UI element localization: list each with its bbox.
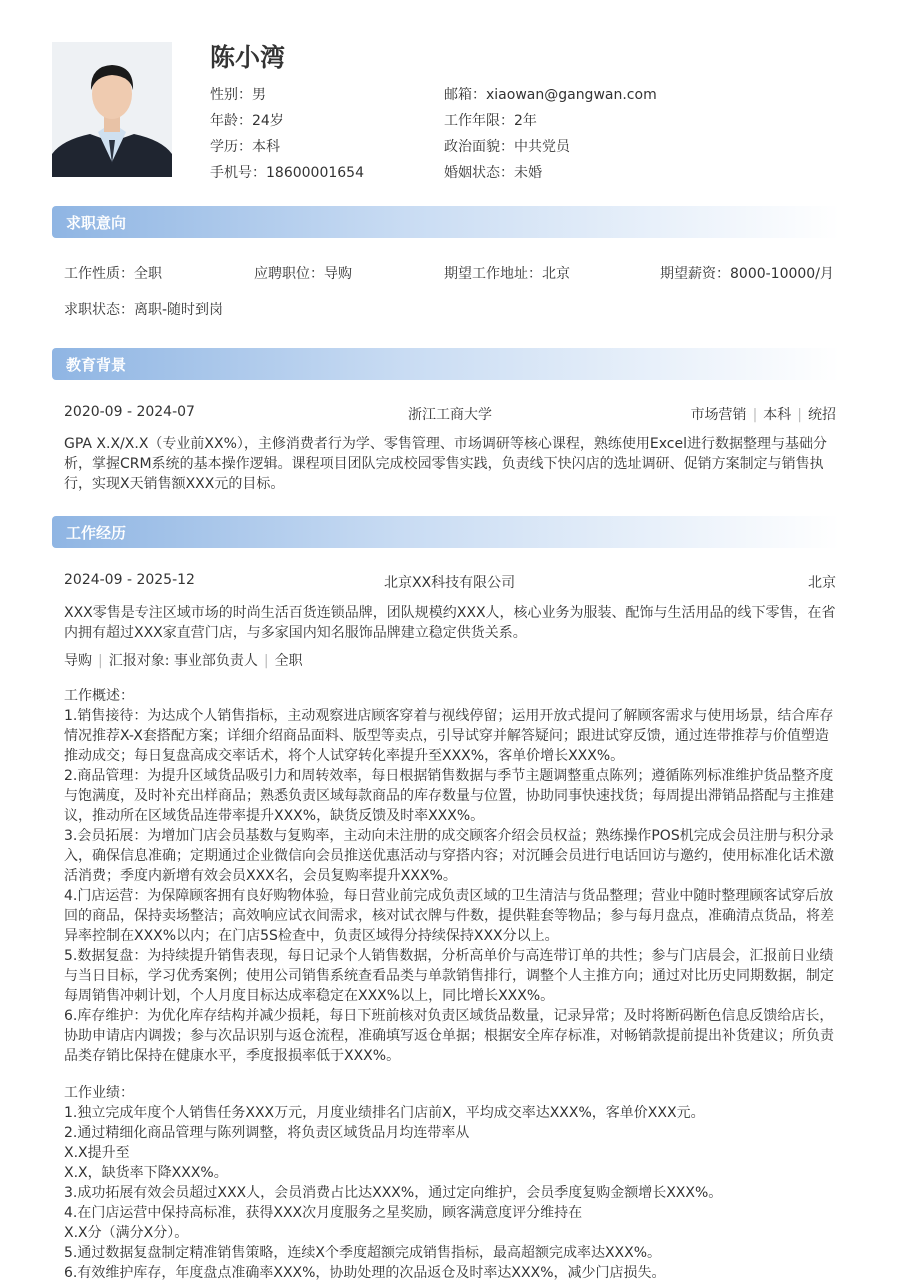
paragraph-line: 3.成功拓展有效会员超过XXX人，会员消费占比达XXX%，通过定向维护，会员季度复购金额增长XXX%。 xyxy=(64,1185,723,1201)
section-header-intent xyxy=(52,206,840,238)
role-tag: 导购 xyxy=(64,653,92,669)
paragraph-line: 5.数据复盘：为持续提升销售表现，每日记录个人销售数据，分析高单价与高连带订单的共性；参与门店晨会，汇报前日业绩 xyxy=(64,948,834,964)
info-value: 2年 xyxy=(514,113,537,129)
field-value: 8000-10000/月 xyxy=(730,266,834,282)
section-header-education xyxy=(52,348,840,380)
paragraph-line: X.X分（满分X分）。 xyxy=(64,1225,189,1241)
section-header-work xyxy=(52,516,840,548)
paragraph-line: 行，实现X天销售额XXX元的目标。 xyxy=(64,476,285,492)
paragraph-line: 5.通过数据复盘制定精准销售策略，连续X个季度超额完成销售指标，最高超额完成率达XXX%。 xyxy=(64,1245,662,1261)
paragraph-line: 1.销售接待：为达成个人销售指标，主动观察进店顾客穿着与视线停留；运用开放式提问了解顾客需求与使用场景，结合库存 xyxy=(64,708,834,724)
work-period: 2024-09 - 2025-12 xyxy=(64,572,195,588)
work-tags xyxy=(64,650,303,670)
paragraph-line: 与当日目标，学习优秀案例；使用公司销售系统查看品类与单款销售排行，调整个人主推方向；通过对比历史同期数据，制定 xyxy=(64,968,834,984)
paragraph-line: X.X提升至 xyxy=(64,1145,130,1161)
info-label: 手机号： xyxy=(210,165,266,181)
paragraph-line: 推动成交；每日复盘高成交率话术，将个人试穿转化率提升至XXX%，客单价增长XXX%。 xyxy=(64,748,625,764)
work-overview xyxy=(64,686,839,1066)
education-tags xyxy=(691,404,836,424)
education-school: 浙江工商大学 xyxy=(408,407,492,423)
enrollment-tag: 统招 xyxy=(808,407,836,423)
paragraph-line: 6.有效维护库存，年度盘点准确率XXX%，协助处理的次品返仓及时率达XXX%，减少门店损失。 xyxy=(64,1265,666,1281)
info-value: 本科 xyxy=(252,139,280,155)
info-age xyxy=(210,110,284,130)
intent-position xyxy=(254,263,352,283)
field-label: 应聘职位： xyxy=(254,266,324,282)
work-results xyxy=(64,1083,839,1283)
info-value: 24岁 xyxy=(252,113,284,129)
intent-salary xyxy=(660,263,834,283)
info-years xyxy=(444,110,537,130)
portrait-photo xyxy=(52,42,172,177)
info-label: 性别： xyxy=(210,87,252,103)
field-value: 离职-随时到岗 xyxy=(134,302,224,318)
tag-divider: | xyxy=(752,407,758,423)
section-title: 工作经历 xyxy=(66,524,127,542)
paragraph-line: 情况推荐X-X套搭配方案；详细介绍商品面料、版型等卖点，引导试穿并解答疑问；跟进试穿反馈，通过连带推荐与价值塑造 xyxy=(64,728,829,744)
info-label: 年龄： xyxy=(210,113,252,129)
info-label: 政治面貌： xyxy=(444,139,514,155)
work-type-tag: 全职 xyxy=(274,653,303,669)
info-gender xyxy=(210,84,266,104)
paragraph-line: 入，确保信息准确；定期通过企业微信向会员推送优惠活动与穿搭内容；对沉睡会员进行电话回访与邀约，使用标准化话术激 xyxy=(64,848,834,864)
avatar xyxy=(52,42,172,177)
candidate-name: 陈小湾 xyxy=(210,43,286,72)
paragraph-line: 与饱满度，及时补充出样商品；熟悉负责区域每款商品的库存数量与位置，协助同事快速找货；每周提出滞销品搭配与主推建 xyxy=(64,788,834,804)
tag-divider: | xyxy=(797,407,802,423)
paragraph-line: 2.通过精细化商品管理与陈列调整，将负责区域货品月均连带率从 xyxy=(64,1125,470,1141)
field-label: 工作性质： xyxy=(64,266,134,282)
paragraph-line: 异率控制在XXX%以内；在门店5S检查中，负责区域得分持续保持XXX分以上。 xyxy=(64,928,559,944)
info-email xyxy=(444,84,657,104)
paragraph-line: 议，推动所在区域货品连带率提升XXX%，缺货反馈及时率XXX%。 xyxy=(64,808,485,824)
info-label: 邮箱： xyxy=(444,87,486,103)
info-label: 婚姻状态： xyxy=(444,165,514,181)
info-political xyxy=(444,136,570,156)
paragraph-line: 1.独立完成年度个人销售任务XXX万元，月度业绩排名门店前X，平均成交率达XXX%，客单价XXX元。 xyxy=(64,1105,705,1121)
section-title: 教育背景 xyxy=(66,356,127,374)
paragraph-line: 协助申请店内调拨；参与次品识别与返仓流程，准确填写返仓单据；根据安全库存标准，对畅销款提前提出补货建议；所负责 xyxy=(64,1028,834,1044)
degree-tag: 本科 xyxy=(763,407,792,423)
intent-status xyxy=(64,299,223,319)
paragraph-line: X.X，缺货率下降XXX%。 xyxy=(64,1165,228,1181)
paragraph-line: 每周销售冲刺计划，个人月度目标达成率稳定在XXX%以上，同比增长XXX%。 xyxy=(64,988,555,1004)
section-title: 求职意向 xyxy=(66,214,127,232)
work-company: 北京XX科技有限公司 xyxy=(384,575,516,591)
paragraph-line: 2.商品管理：为提升区域货品吸引力和周转效率，每日根据销售数据与季节主题调整重点陈列；遵循陈列标准维护货品整齐度 xyxy=(64,768,834,784)
paragraph-line: 6.库存维护：为优化库存结构并减少损耗，每日下班前核对负责区域货品数量，记录异常；及时将断码断色信息反馈给店长， xyxy=(64,1008,834,1024)
paragraph-line: XXX零售是专注区域市场的时尚生活百货连锁品牌，团队规模约XXX人，核心业务为服装、配饰与生活用品的线下零售，在省 xyxy=(64,605,836,621)
paragraph-line: 3.会员拓展：为增加门店会员基数与复购率，主动向未注册的成交顾客介绍会员权益；熟练操作POS机完成会员注册与积分录 xyxy=(64,828,834,844)
overview-heading: 工作概述： xyxy=(64,688,134,704)
info-label: 工作年限： xyxy=(444,113,514,129)
info-phone xyxy=(210,162,364,182)
paragraph-line: 回的商品，保持卖场整洁；高效响应试衣间需求，核对试衣牌与件数，提供鞋套等物品；参与每月盘点，准确清点货品，将差 xyxy=(64,908,834,924)
paragraph-line: 活消费；季度内新增有效会员XXX名，会员复购率提升XXX%。 xyxy=(64,868,457,884)
field-label: 期望薪资： xyxy=(660,266,730,282)
info-value: 未婚 xyxy=(514,165,542,181)
results-heading: 工作业绩： xyxy=(64,1085,134,1101)
info-education xyxy=(210,136,280,156)
field-label: 期望工作地址： xyxy=(444,266,542,282)
tag-divider: | xyxy=(263,653,269,669)
tag-divider: | xyxy=(98,653,103,669)
info-value: xiaowan@gangwan.com xyxy=(486,87,657,103)
paragraph-line: 析，掌握CRM系统的基本操作逻辑。课程项目团队完成校园零售实践，负责线下快闪店的选址调研、促销方案制定与销售执 xyxy=(64,456,824,472)
major-tag: 市场营销 xyxy=(690,407,747,423)
paragraph-line: GPA X.X/X.X（专业前XX%），主修消费者行为学、零售管理、市场调研等核心课程，熟练使用Excel进行数据整理与基础分 xyxy=(64,436,827,452)
field-value: 北京 xyxy=(542,266,570,282)
intent-address xyxy=(444,263,570,283)
education-description xyxy=(64,434,839,494)
work-city: 北京 xyxy=(808,575,836,591)
info-value: 18600001654 xyxy=(266,165,364,181)
field-label: 求职状态： xyxy=(64,302,134,318)
company-description xyxy=(64,603,839,643)
paragraph-line: 内拥有超过XXX家直营门店，与多家国内知名服饰品牌建立稳定供货关系。 xyxy=(64,625,527,641)
paragraph-line: 品类存销比保持在健康水平，季度报损率低于XXX%。 xyxy=(64,1048,401,1064)
info-value: 中共党员 xyxy=(514,139,570,155)
field-value: 全职 xyxy=(134,266,162,282)
info-value: 男 xyxy=(252,87,266,103)
report-to-tag: 汇报对象: 事业部负责人 xyxy=(108,653,258,669)
intent-type xyxy=(64,263,162,283)
paragraph-line: 4.门店运营：为保障顾客拥有良好购物体验，每日营业前完成负责区域的卫生清洁与货品整理；营业中随时整理顾客试穿后放 xyxy=(64,888,834,904)
field-value: 导购 xyxy=(324,266,352,282)
education-period: 2020-09 - 2024-07 xyxy=(64,404,195,420)
paragraph-line: 4.在门店运营中保持高标准，获得XXX次月度服务之星奖励，顾客满意度评分维持在 xyxy=(64,1205,583,1221)
info-marital xyxy=(444,162,542,182)
info-label: 学历： xyxy=(210,139,252,155)
